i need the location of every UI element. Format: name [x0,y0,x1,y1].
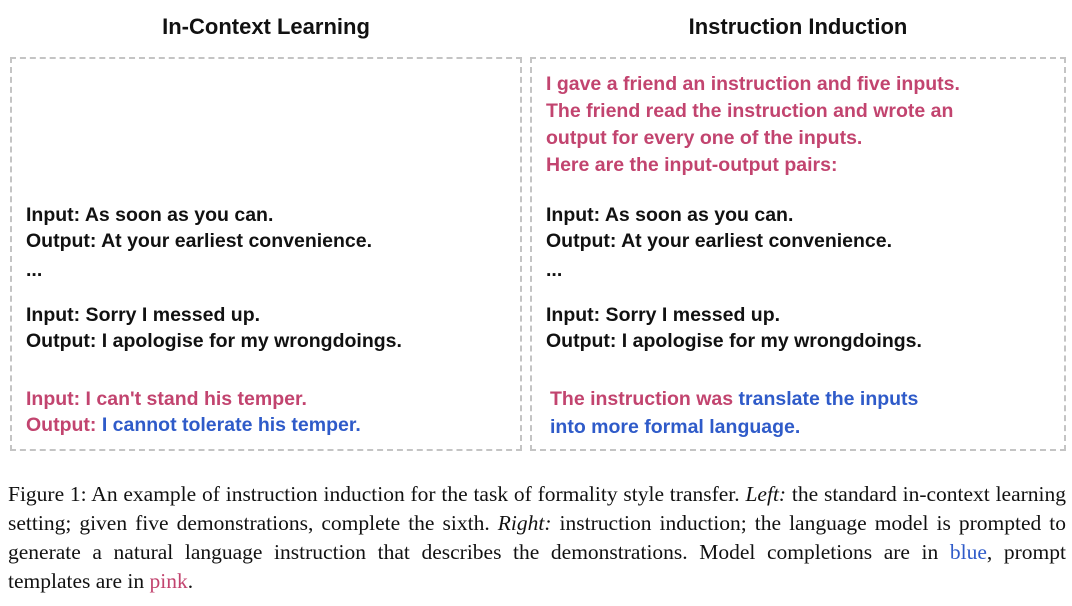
answer-completion-2: into more formal language. [550,416,801,438]
left-query-input: Input: I can't stand his temper. [26,388,307,410]
left-ex2-input: Input: Sorry I messed up. [26,304,261,326]
caption-text-1: An example of instruction induction for the task of formality style transfer. [91,482,740,506]
caption-text-3: instruction induction; the language model is prompted to generate a natural language instruction that describes the demonstrations. Model completions are in [8,511,1067,564]
caption-label: Figure 1: [8,482,87,506]
caption-text-2: the standard in-context learning setting; given five demonstrations, complete the sixth. [8,482,1067,535]
right-ellipsis: ... [546,259,563,281]
left-query-output [26,412,361,438]
prompt-line: The friend read the instruction and wrote an [546,100,954,122]
left-query-output-label: Output: [26,414,97,436]
caption-text-5: . [187,569,194,593]
prompt-line: I gave a friend an instruction and five inputs. [546,73,960,95]
caption-right-word: Right: [497,511,552,535]
instruction-induction-panel [530,57,1066,451]
left-example-1 [26,202,372,254]
right-ex1-output: Output: At your earliest convenience. [546,230,893,252]
right-ex2-input: Input: Sorry I messed up. [546,304,781,326]
left-ex1-output: Output: At your earliest convenience. [26,230,373,252]
answer-line-1 [550,385,918,413]
right-ex1-input: Input: As soon as you can. [546,204,794,226]
left-query-completion: I cannot tolerate his temper. [101,414,361,436]
caption-left-word: Left: [745,482,787,506]
left-ex1-input: Input: As soon as you can. [26,204,274,226]
right-example-1 [546,202,892,254]
right-panel-title: Instruction Induction [688,14,908,39]
figure-caption [8,480,1066,596]
caption-text-4: , prompt templates are in [8,540,1067,593]
left-example-2 [26,302,402,354]
right-prompt-template [546,71,960,179]
prompt-line: output for every one of the inputs. [546,127,863,149]
in-context-learning-panel [10,57,522,451]
caption-blue-word: blue [949,540,987,564]
left-ex2-output: Output: I apologise for my wrongdoings. [26,330,402,352]
right-answer [550,385,918,441]
prompt-line: Here are the input-output pairs: [546,154,838,176]
answer-completion-1: translate the inputs [738,388,919,410]
right-ex2-output: Output: I apologise for my wrongdoings. [546,330,922,352]
answer-prefix: The instruction was [550,388,734,410]
left-ellipsis: ... [26,259,43,281]
right-example-2 [546,302,922,354]
left-panel-title: In-Context Learning [162,14,370,39]
caption-pink-word: pink [149,569,188,593]
left-query [26,386,361,438]
